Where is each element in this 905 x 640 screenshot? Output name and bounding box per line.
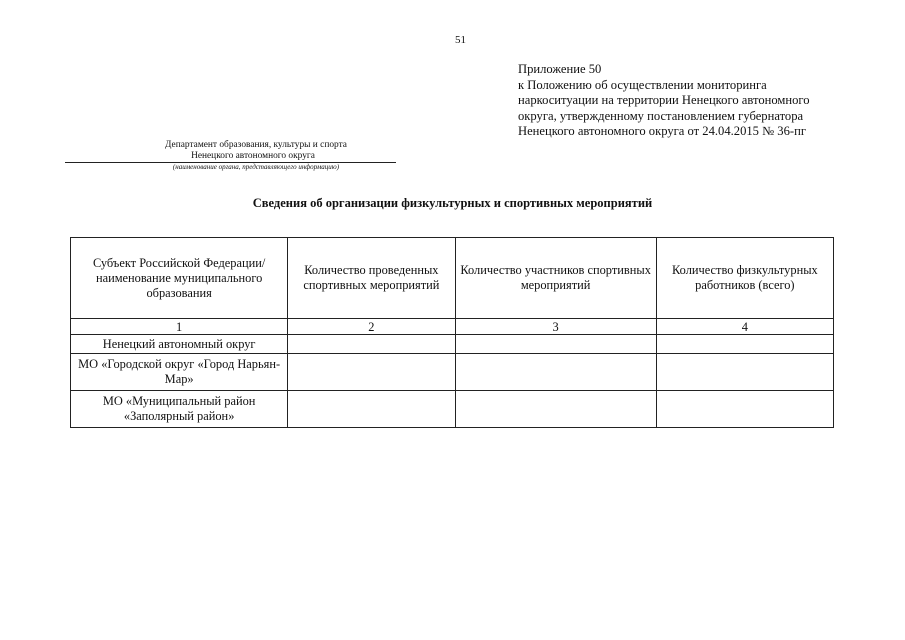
- table-cell: [288, 335, 455, 354]
- table-cell: [455, 391, 656, 428]
- table-header-row: [71, 238, 834, 319]
- column-number: 1: [71, 319, 288, 335]
- table-cell-subject: МО «Муниципальный район «Заполярный район»: [71, 391, 288, 428]
- header-subject: Субъект Российской Федерации/ наименование муниципального образования: [71, 238, 288, 319]
- organization-block: [110, 140, 402, 172]
- table-row: [71, 391, 834, 428]
- column-number-row: [71, 319, 834, 335]
- table-cell-subject: Ненецкий автономный округ: [71, 335, 288, 354]
- table-cell: [288, 354, 455, 391]
- column-number: 2: [288, 319, 455, 335]
- data-table: [70, 237, 834, 428]
- organization-name-line1: Департамент образования, культуры и спорта: [165, 140, 347, 150]
- appendix-line: к Положению об осуществлении мониторинга: [518, 77, 767, 92]
- table-cell: [656, 335, 833, 354]
- table-row: [71, 335, 834, 354]
- table-cell: [288, 391, 455, 428]
- table-cell: [656, 391, 833, 428]
- organization-caption: (наименование органа, представляющего информацию): [172, 163, 340, 171]
- table-cell: [455, 354, 656, 391]
- appendix-block: [518, 62, 878, 140]
- table-row: [71, 354, 834, 391]
- document-title: Сведения об организации физкультурных и спортивных мероприятий: [252, 196, 653, 210]
- table-cell: [656, 354, 833, 391]
- organization-name-line2: Ненецкого автономного округа: [65, 151, 396, 163]
- header-participants-count: Количество участников спортивных мероприятий: [455, 238, 656, 319]
- appendix-line: Ненецкого автономного округа от 24.04.2015 № 36-пг: [518, 124, 806, 139]
- table-cell: [455, 335, 656, 354]
- header-events-count: Количество проведенных спортивных мероприятий: [288, 238, 455, 319]
- header-workers-count: Количество физкультурных работников (всего): [656, 238, 833, 319]
- table-cell-subject: МО «Городской округ «Город Нарьян-Мар»: [71, 354, 288, 391]
- appendix-line: округа, утвержденному постановлением губернатора: [518, 108, 804, 123]
- page-number: 51: [455, 34, 466, 46]
- column-number: 3: [455, 319, 656, 335]
- appendix-line: Приложение 50: [518, 62, 602, 76]
- appendix-line: наркоситуации на территории Ненецкого автономного: [518, 93, 810, 108]
- column-number: 4: [656, 319, 833, 335]
